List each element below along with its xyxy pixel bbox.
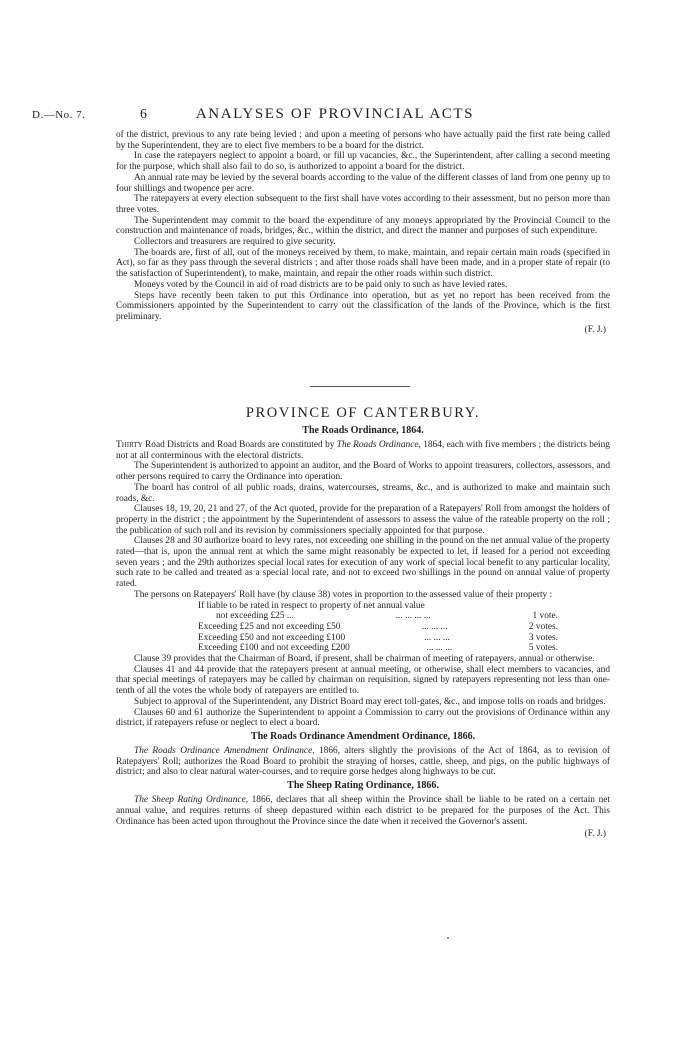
page-header [32,106,638,126]
votes-row [198,622,558,633]
paragraph: The Roads Ordinance Amendment Ordinance, 1866, alters slightly the provisions of the Act of 1864, as to revision of Ratepayers' Roll; authorizes the Road Board to prohibit the straying of horses, cattle, sheep, and pigs, on the public highways of district; and also to clear natural water-courses, and to require gorse hedges along highways to be cut. [116,745,611,778]
votes-value: 2 votes. [528,621,558,632]
paragraph: Moneys voted by the Council in aid of road districts are to be paid only to such as have levied rates. [134,279,508,290]
paragraph: An annual rate may be levied by the several boards according to the value of the different classes of land from one penny up to four shillings and twopence per acre. [116,172,610,194]
votes-label: not exceeding £25 ... [216,611,294,622]
paragraph: In case the ratepayers neglect to appoint a board, or fill up vacancies, &c., the Superintendent, after calling a second meeting for the purpose, which shall also fail to do so, is authorized to appoint a board for the district. [116,151,610,173]
votes-row [198,643,558,654]
signature: (F. J.) [584,324,606,335]
paragraph: Clauses 60 and 61 authorize the Superintendent to appoint a Commission to carry out the provisions of Ordinance within any district, if ratepayers refuse or neglect to elect a board. [116,707,610,729]
canterbury-section [116,405,610,840]
leader-dots: ... ... ... [424,632,450,643]
votes-label: Exceeding £50 and not exceeding £100 [198,632,346,643]
paragraph: Thirty Road Districts and Road Boards are constituted by The Roads Ordinance, 1864, each with five members ; the districts being not at all conterminous with the electoral districts. [116,440,610,461]
previous-section [116,130,610,335]
votes-intro: If liable to be rated in respect to property of net annual value [198,600,425,611]
paragraph: The persons on Ratepayers' Roll have (by clause 38) votes in proportion to the assessed value of their property : [134,589,553,600]
document-reference: D.—No. 7. [32,109,86,121]
paragraph: Steps have recently been taken to put this Ordinance into operation, but as yet no report has been received from the Commissioners appointed by the Superintendent to carry out the classification of the lands of the Province, which is the first preliminary. [116,290,610,322]
leader-dots: ... ... ... [426,643,453,654]
ordinance-title: The Sheep Rating Ordinance [134,795,246,806]
running-title: ANALYSES OF PROVINCIAL ACTS [195,106,475,122]
leader-dots: ... ... ... [421,621,448,632]
paragraph: The board has control of all public roads, drains, watercourses, streams, &c., and is authorized to make and maintain such roads, &c. [116,482,610,504]
paragraph: Clauses 18, 19, 20, 21 and 27, of the Act quoted, provide for the preparation of a Ratepayers' Roll from amongst the holders of property in the district ; the appointment by the Superintendent of assessors to assess the value of the rateable property on the roll ; the publication of such roll and its revision by commissioners specially appointed for that purpose. [116,504,610,536]
votes-value: 1 vote. [532,611,558,622]
paragraph: Clauses 28 and 30 authorize board to levy rates, not exceeding one shilling in the pound on the net annual value of the property rated—that is, upon the annual rent at which the same might reasonably be expected to let, if leased for a period not exceeding seven years ; and the 29th authorizes special local rates for execution of any work of special local benefit to any particular locality, such rate to be called and treated as a special local rate, and not to exceed two shillings in the pound on annual value of property rated. [116,536,610,590]
page-number: 6 [140,107,147,122]
paragraph: Clause 39 provides that the Chairman of Board, if present, shall be chairman of meeting of ratepayers, annual or otherwise. [134,654,595,665]
ordinance-title: The Roads Ordinance Amendment Ordinance [134,745,313,756]
paragraph: of the district, previous to any rate being levied ; and upon a meeting of persons who have actually paid the first rate being called by the Superintendent, they are to elect five members to be a board for the district. [116,130,610,151]
ordinance-title: The Roads Ordinance [336,440,419,450]
signature: (F. J.) [584,829,606,840]
paragraph: The boards are, first of all, out of the moneys received by them, to make, maintain, and repair certain main roads (specified in Act), so far as they pass through the several districts ; and after those roads shall have been made, and in a proper state of repair (to the satisfaction of Superintendent), to make, maintain, and repair the other roads within such district. [116,247,610,280]
votes-label: Exceeding £100 and not exceeding £200 [198,643,350,654]
paragraph: The ratepayers at every election subsequent to the first shall have votes according to their assessment, but no person more than three votes. [116,194,610,215]
ordinance-heading: The Sheep Rating Ordinance, 1866. [287,780,439,792]
votes-label: Exceeding £25 and not exceeding £50 [198,621,341,632]
votes-value: 3 votes. [528,632,558,643]
paragraph: The Superintendent is authorized to appoint an auditor, and the Board of Works to appoint treasurers, collectors, assessors, and other persons required to carry the Ordinance into operation. [116,461,610,483]
paragraph: The Sheep Rating Ordinance, 1866, declares that all sheep within the Province shall be liable to be rated on a certain net annual value, and requires returns of sheep depastured within each district to be prepared for the purposes of the Act. This Ordinance has been acted upon throughout the Province since the date when it received the Governor's assent. [116,795,610,827]
lead-word: Thirty [116,440,143,450]
section-divider [310,386,410,387]
leader-dots: ... ... ... ... [395,611,431,622]
paragraph: Collectors and treasurers are required to give security. [134,237,336,248]
paragraph: The Superintendent may commit to the board the expenditure of any moneys appropriated by the Provincial Council to the construction and maintenance of roads, bridges, &c., within the district, and direct the manner and purposes of such expenditure. [116,215,610,237]
votes-value: 5 votes. [528,643,558,654]
ordinance-heading: The Roads Ordinance, 1864. [302,425,424,436]
votes-row [198,633,558,644]
province-title: PROVINCE OF CANTERBURY. [245,405,481,421]
ordinance-heading: The Roads Ordinance Amendment Ordinance, 1866. [250,730,476,742]
votes-table [198,601,610,655]
votes-row [198,611,558,622]
ink-speck [447,937,449,939]
paragraph: Clauses 41 and 44 provide that the ratepayers present at annual meeting, or otherwise, shall elect members to vacancies, and that special meetings of ratepayers may be called by chairman on requisition, signed by ratepayers representing not less than one-tenth of all the votes the whole body of ratepayers are entitled to. [116,664,610,697]
paragraph: Subject to approval of the Superintendent, any District Board may erect toll-gates, &c., and impose tolls on roads and bridges. [134,696,606,707]
